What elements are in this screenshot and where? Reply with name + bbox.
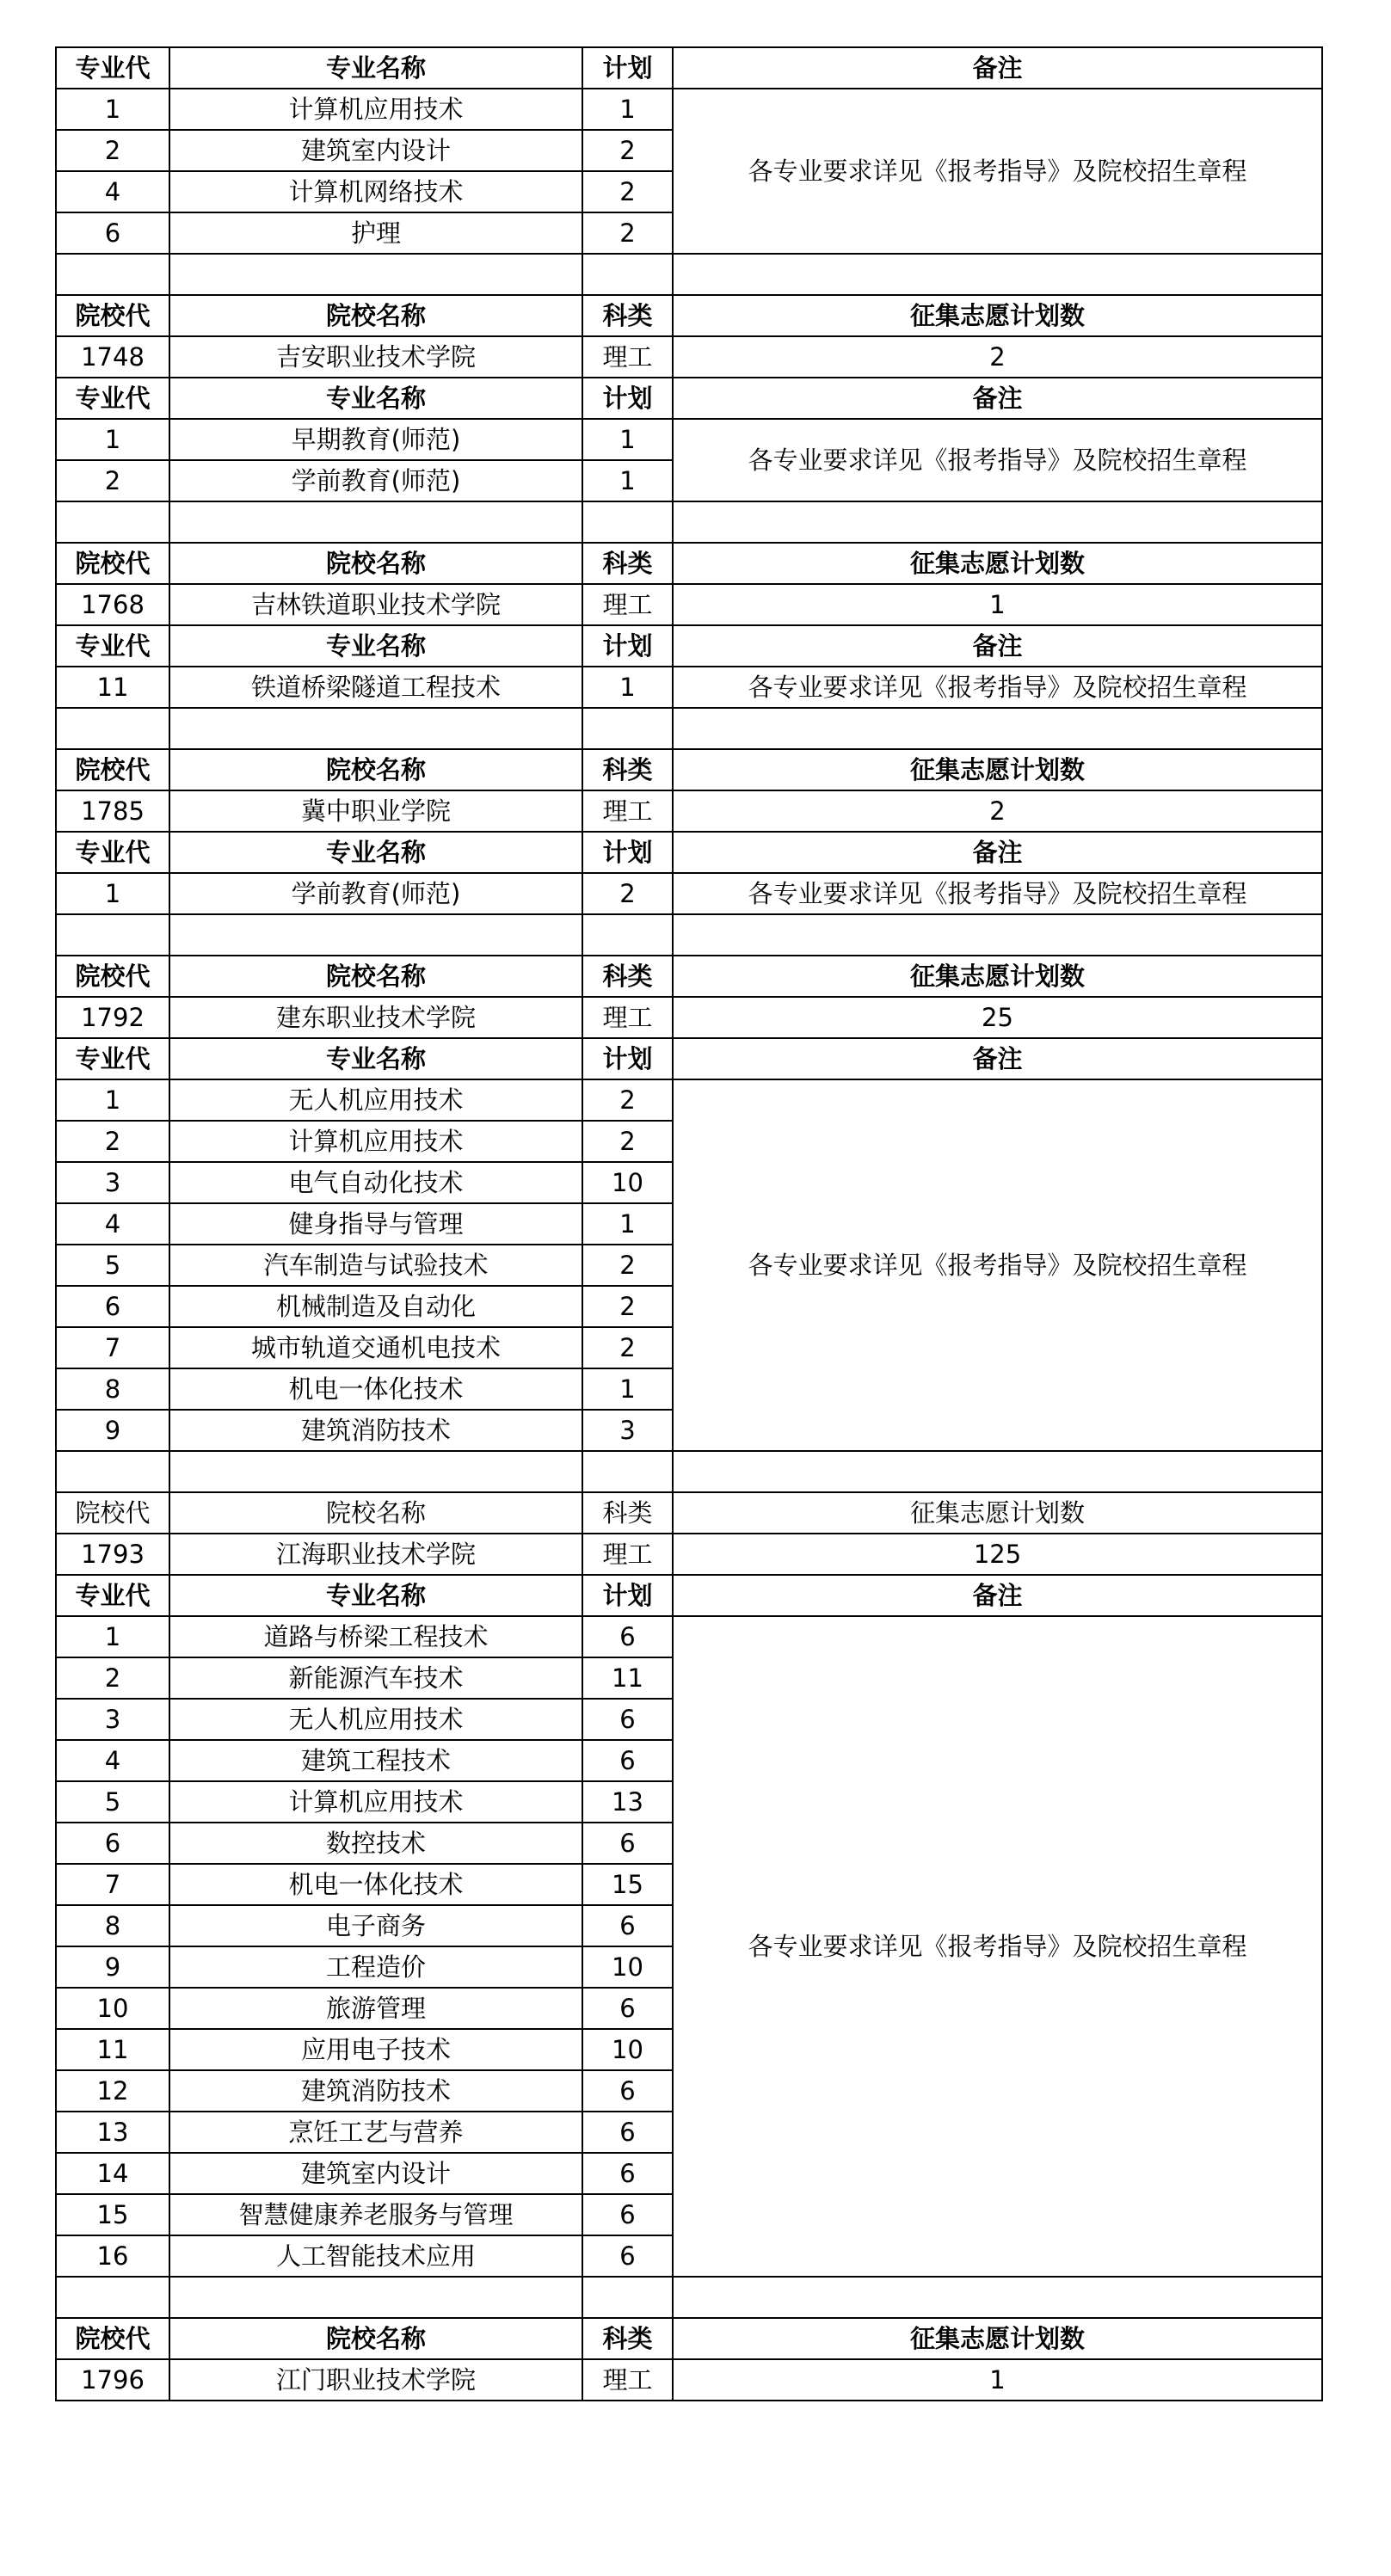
major-name: 早期教育(师范) xyxy=(169,419,582,460)
school-row xyxy=(56,584,1322,625)
major-code: 13 xyxy=(56,2112,169,2153)
major-code: 4 xyxy=(56,1740,169,1781)
major-header-row xyxy=(56,832,1322,873)
school-name: 建东职业技术学院 xyxy=(169,997,582,1038)
major-code: 2 xyxy=(56,130,169,171)
major-plan: 1 xyxy=(582,419,673,460)
school-quota: 2 xyxy=(673,790,1322,832)
school-name-header: 院校名称 xyxy=(169,295,582,336)
school-code: 1785 xyxy=(56,790,169,832)
empty-cell xyxy=(169,708,582,749)
major-code-header: 专业代 xyxy=(56,1038,169,1079)
school-category: 理工 xyxy=(582,584,673,625)
major-plan: 6 xyxy=(582,1823,673,1864)
remark-cell: 各专业要求详见《报考指导》及院校招生章程 xyxy=(673,419,1322,501)
school-code: 1796 xyxy=(56,2359,169,2401)
school-code: 1792 xyxy=(56,997,169,1038)
school-quota: 2 xyxy=(673,336,1322,378)
major-code: 3 xyxy=(56,1699,169,1740)
major-code: 11 xyxy=(56,667,169,708)
quota-header: 征集志愿计划数 xyxy=(673,2318,1322,2359)
major-plan: 6 xyxy=(582,1616,673,1657)
major-code: 2 xyxy=(56,460,169,501)
major-name: 建筑室内设计 xyxy=(169,2153,582,2194)
school-category: 理工 xyxy=(582,1534,673,1575)
empty-cell xyxy=(582,708,673,749)
major-header-row xyxy=(56,378,1322,419)
plan-header: 计划 xyxy=(582,832,673,873)
school-code: 1748 xyxy=(56,336,169,378)
empty-cell xyxy=(56,1451,169,1492)
empty-cell xyxy=(169,501,582,543)
admission-plan-table xyxy=(55,46,1323,2401)
quota-header: 征集志愿计划数 xyxy=(673,295,1322,336)
school-name-header: 院校名称 xyxy=(169,543,582,584)
school-quota: 125 xyxy=(673,1534,1322,1575)
empty-cell xyxy=(582,1451,673,1492)
category-header: 科类 xyxy=(582,543,673,584)
school-header-row xyxy=(56,295,1322,336)
major-name: 护理 xyxy=(169,212,582,254)
school-quota: 25 xyxy=(673,997,1322,1038)
major-plan: 1 xyxy=(582,89,673,130)
quota-header: 征集志愿计划数 xyxy=(673,956,1322,997)
major-row xyxy=(56,1079,1322,1121)
major-code: 1 xyxy=(56,89,169,130)
major-name-header: 专业名称 xyxy=(169,625,582,667)
major-name: 机电一体化技术 xyxy=(169,1864,582,1905)
major-name: 机械制造及自动化 xyxy=(169,1286,582,1327)
empty-cell xyxy=(56,254,169,295)
major-name: 汽车制造与试验技术 xyxy=(169,1245,582,1286)
major-name: 无人机应用技术 xyxy=(169,1079,582,1121)
major-plan: 2 xyxy=(582,1079,673,1121)
category-header: 科类 xyxy=(582,956,673,997)
major-plan: 2 xyxy=(582,873,673,914)
major-plan: 2 xyxy=(582,1327,673,1368)
major-name: 学前教育(师范) xyxy=(169,873,582,914)
school-name: 冀中职业学院 xyxy=(169,790,582,832)
school-code: 1793 xyxy=(56,1534,169,1575)
spacer-row xyxy=(56,2277,1322,2318)
school-name-header: 院校名称 xyxy=(169,956,582,997)
major-plan: 15 xyxy=(582,1864,673,1905)
remark-header: 备注 xyxy=(673,625,1322,667)
plan-header: 计划 xyxy=(582,1575,673,1616)
plan-header: 计划 xyxy=(582,378,673,419)
remark-cell: 各专业要求详见《报考指导》及院校招生章程 xyxy=(673,1079,1322,1451)
major-name: 工程造价 xyxy=(169,1946,582,1988)
major-plan: 6 xyxy=(582,2194,673,2235)
major-name-header: 专业名称 xyxy=(169,832,582,873)
major-name-header: 专业名称 xyxy=(169,378,582,419)
major-code: 2 xyxy=(56,1121,169,1162)
major-plan: 6 xyxy=(582,1988,673,2029)
major-plan: 6 xyxy=(582,2070,673,2112)
remark-header: 备注 xyxy=(673,1575,1322,1616)
school-row xyxy=(56,997,1322,1038)
major-name: 学前教育(师范) xyxy=(169,460,582,501)
school-header-row xyxy=(56,749,1322,790)
major-plan: 2 xyxy=(582,212,673,254)
major-code: 14 xyxy=(56,2153,169,2194)
major-name-header: 专业名称 xyxy=(169,1038,582,1079)
major-plan: 1 xyxy=(582,1203,673,1245)
major-plan: 6 xyxy=(582,1905,673,1946)
major-code: 10 xyxy=(56,1988,169,2029)
plan-header: 计划 xyxy=(582,625,673,667)
major-code-header: 专业代 xyxy=(56,832,169,873)
major-name: 健身指导与管理 xyxy=(169,1203,582,1245)
major-plan: 10 xyxy=(582,2029,673,2070)
spacer-row xyxy=(56,501,1322,543)
major-plan: 2 xyxy=(582,1245,673,1286)
major-header-row xyxy=(56,1038,1322,1079)
major-code: 5 xyxy=(56,1245,169,1286)
major-name: 电气自动化技术 xyxy=(169,1162,582,1203)
school-name: 江门职业技术学院 xyxy=(169,2359,582,2401)
remark-header: 备注 xyxy=(673,832,1322,873)
major-code: 1 xyxy=(56,419,169,460)
major-header-row xyxy=(56,625,1322,667)
empty-cell xyxy=(673,708,1322,749)
major-code: 7 xyxy=(56,1327,169,1368)
school-header-row xyxy=(56,543,1322,584)
major-plan: 6 xyxy=(582,2153,673,2194)
school-row xyxy=(56,790,1322,832)
major-code: 4 xyxy=(56,1203,169,1245)
major-code: 3 xyxy=(56,1162,169,1203)
school-row xyxy=(56,1534,1322,1575)
major-row xyxy=(56,873,1322,914)
major-plan: 3 xyxy=(582,1410,673,1451)
plan-header: 计划 xyxy=(582,1038,673,1079)
spacer-row xyxy=(56,254,1322,295)
major-plan: 11 xyxy=(582,1657,673,1699)
category-header: 科类 xyxy=(582,2318,673,2359)
major-plan: 6 xyxy=(582,1699,673,1740)
empty-cell xyxy=(56,501,169,543)
spacer-row xyxy=(56,914,1322,956)
school-name: 吉林铁道职业技术学院 xyxy=(169,584,582,625)
empty-cell xyxy=(673,914,1322,956)
school-code-header: 院校代 xyxy=(56,749,169,790)
empty-cell xyxy=(169,1451,582,1492)
major-code-header: 专业代 xyxy=(56,625,169,667)
remark-header: 备注 xyxy=(673,47,1322,89)
major-plan: 6 xyxy=(582,2235,673,2277)
empty-cell xyxy=(169,254,582,295)
school-row xyxy=(56,336,1322,378)
major-code: 2 xyxy=(56,1657,169,1699)
school-header-row xyxy=(56,2318,1322,2359)
major-plan: 2 xyxy=(582,130,673,171)
major-name: 机电一体化技术 xyxy=(169,1368,582,1410)
major-code: 7 xyxy=(56,1864,169,1905)
quota-header: 征集志愿计划数 xyxy=(673,543,1322,584)
school-name-header: 院校名称 xyxy=(169,2318,582,2359)
empty-cell xyxy=(582,2277,673,2318)
empty-cell xyxy=(582,501,673,543)
major-name: 计算机应用技术 xyxy=(169,89,582,130)
major-code: 15 xyxy=(56,2194,169,2235)
major-name: 铁道桥梁隧道工程技术 xyxy=(169,667,582,708)
empty-cell xyxy=(56,2277,169,2318)
major-plan: 2 xyxy=(582,1286,673,1327)
empty-cell xyxy=(56,708,169,749)
school-name-header: 院校名称 xyxy=(169,749,582,790)
empty-cell xyxy=(169,914,582,956)
quota-header: 征集志愿计划数 xyxy=(673,1492,1322,1534)
remark-cell: 各专业要求详见《报考指导》及院校招生章程 xyxy=(673,667,1322,708)
category-header: 科类 xyxy=(582,749,673,790)
empty-cell xyxy=(56,914,169,956)
spacer-row xyxy=(56,708,1322,749)
school-quota: 1 xyxy=(673,584,1322,625)
empty-cell xyxy=(673,501,1322,543)
remark-cell: 各专业要求详见《报考指导》及院校招生章程 xyxy=(673,1616,1322,2277)
major-name: 建筑工程技术 xyxy=(169,1740,582,1781)
school-name-header: 院校名称 xyxy=(169,1492,582,1534)
empty-cell xyxy=(673,1451,1322,1492)
major-name-header: 专业名称 xyxy=(169,1575,582,1616)
major-plan: 1 xyxy=(582,1368,673,1410)
plan-header: 计划 xyxy=(582,47,673,89)
major-plan: 10 xyxy=(582,1162,673,1203)
major-name: 计算机网络技术 xyxy=(169,171,582,212)
major-code: 8 xyxy=(56,1905,169,1946)
school-header-row xyxy=(56,956,1322,997)
major-name: 道路与桥梁工程技术 xyxy=(169,1616,582,1657)
major-code: 9 xyxy=(56,1946,169,1988)
school-code-header: 院校代 xyxy=(56,1492,169,1534)
major-plan: 2 xyxy=(582,171,673,212)
major-code: 12 xyxy=(56,2070,169,2112)
spacer-row xyxy=(56,1451,1322,1492)
major-code: 1 xyxy=(56,873,169,914)
school-header-row xyxy=(56,1492,1322,1534)
school-code: 1768 xyxy=(56,584,169,625)
school-code-header: 院校代 xyxy=(56,956,169,997)
remark-header: 备注 xyxy=(673,378,1322,419)
major-plan: 10 xyxy=(582,1946,673,1988)
major-code: 6 xyxy=(56,212,169,254)
major-name: 应用电子技术 xyxy=(169,2029,582,2070)
school-category: 理工 xyxy=(582,997,673,1038)
remark-header: 备注 xyxy=(673,1038,1322,1079)
major-code: 11 xyxy=(56,2029,169,2070)
major-code: 5 xyxy=(56,1781,169,1823)
empty-cell xyxy=(582,914,673,956)
major-code-header: 专业代 xyxy=(56,47,169,89)
major-code: 4 xyxy=(56,171,169,212)
major-code-header: 专业代 xyxy=(56,1575,169,1616)
remark-cell: 各专业要求详见《报考指导》及院校招生章程 xyxy=(673,89,1322,254)
school-name: 吉安职业技术学院 xyxy=(169,336,582,378)
empty-cell xyxy=(673,2277,1322,2318)
major-name-header: 专业名称 xyxy=(169,47,582,89)
major-plan: 1 xyxy=(582,460,673,501)
major-code: 8 xyxy=(56,1368,169,1410)
major-code: 6 xyxy=(56,1286,169,1327)
major-name: 旅游管理 xyxy=(169,1988,582,2029)
major-row xyxy=(56,667,1322,708)
major-plan: 1 xyxy=(582,667,673,708)
major-name: 电子商务 xyxy=(169,1905,582,1946)
empty-cell xyxy=(673,254,1322,295)
major-header-row xyxy=(56,47,1322,89)
major-name: 计算机应用技术 xyxy=(169,1781,582,1823)
major-name: 建筑室内设计 xyxy=(169,130,582,171)
major-row xyxy=(56,1616,1322,1657)
major-name: 智慧健康养老服务与管理 xyxy=(169,2194,582,2235)
major-plan: 2 xyxy=(582,1121,673,1162)
major-plan: 13 xyxy=(582,1781,673,1823)
major-code-header: 专业代 xyxy=(56,378,169,419)
major-name: 无人机应用技术 xyxy=(169,1699,582,1740)
quota-header: 征集志愿计划数 xyxy=(673,749,1322,790)
remark-cell: 各专业要求详见《报考指导》及院校招生章程 xyxy=(673,873,1322,914)
major-name: 建筑消防技术 xyxy=(169,2070,582,2112)
school-name: 江海职业技术学院 xyxy=(169,1534,582,1575)
major-name: 烹饪工艺与营养 xyxy=(169,2112,582,2153)
major-code: 6 xyxy=(56,1823,169,1864)
major-plan: 6 xyxy=(582,2112,673,2153)
school-category: 理工 xyxy=(582,790,673,832)
school-quota: 1 xyxy=(673,2359,1322,2401)
category-header: 科类 xyxy=(582,295,673,336)
major-row xyxy=(56,419,1322,460)
major-header-row xyxy=(56,1575,1322,1616)
major-name: 建筑消防技术 xyxy=(169,1410,582,1451)
empty-cell xyxy=(582,254,673,295)
major-code: 9 xyxy=(56,1410,169,1451)
major-name: 计算机应用技术 xyxy=(169,1121,582,1162)
school-category: 理工 xyxy=(582,2359,673,2401)
major-plan: 6 xyxy=(582,1740,673,1781)
major-name: 数控技术 xyxy=(169,1823,582,1864)
school-code-header: 院校代 xyxy=(56,543,169,584)
major-name: 城市轨道交通机电技术 xyxy=(169,1327,582,1368)
category-header: 科类 xyxy=(582,1492,673,1534)
major-name: 人工智能技术应用 xyxy=(169,2235,582,2277)
major-code: 1 xyxy=(56,1079,169,1121)
school-code-header: 院校代 xyxy=(56,2318,169,2359)
major-code: 1 xyxy=(56,1616,169,1657)
school-category: 理工 xyxy=(582,336,673,378)
major-row xyxy=(56,89,1322,130)
major-name: 新能源汽车技术 xyxy=(169,1657,582,1699)
school-row xyxy=(56,2359,1322,2401)
major-code: 16 xyxy=(56,2235,169,2277)
empty-cell xyxy=(169,2277,582,2318)
school-code-header: 院校代 xyxy=(56,295,169,336)
